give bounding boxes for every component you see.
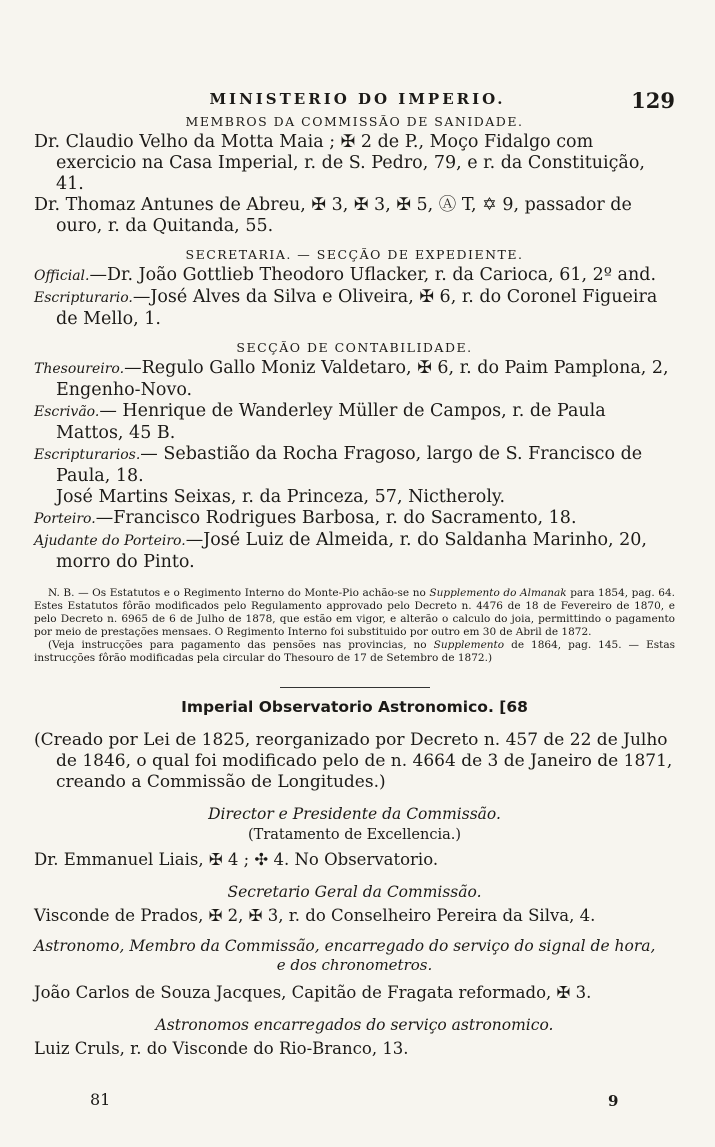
- observatorio-title: Imperial Observatorio Astronomico. [68: [181, 698, 528, 716]
- director-heading: Director e Presidente da Commissão.: [208, 805, 501, 823]
- section-title-sanidade: MEMBROS DA COMMISSÃO DE SANIDADE.: [185, 114, 524, 129]
- note-veja-rest: de 1864, pag. 145. — Estas instrucções fôrão modificadas pela circular do Thesouro de 17 de Setembro de 1872.): [34, 639, 675, 664]
- footer-mark: 9: [608, 1092, 619, 1110]
- note-veja: [34, 639, 675, 665]
- director-entry: Dr. Emmanuel Liais, ✠ 4 ; ✣ 4. No Observatorio.: [34, 850, 439, 869]
- section-title-expediente: SECRETARIA. — SECÇÃO DE EXPEDIENTE.: [185, 247, 524, 262]
- note-nb-text: N. B. — Os Estatutos e o Regimento Interno do Monte-Pio achão-se no: [48, 587, 426, 599]
- staff-entry: [34, 287, 675, 330]
- staff-text: José Martins Seixas, r. da Princeza, 57, Nictheroly.: [56, 487, 506, 507]
- running-head: MINISTERIO DO IMPERIO.: [209, 90, 506, 108]
- member-entry: Dr. Claudio Velho da Motta Maia ; ✠ 2 de P., Moço Fidalgo com exercicio na Casa Imperial, r. de S. Pedro, 79, e r. da Constituição, 41.: [34, 132, 645, 194]
- staff-entry: [34, 265, 675, 287]
- role-label: Escrivão.: [34, 404, 100, 420]
- note-nb: [34, 587, 675, 639]
- staff-text: —José Alves da Silva e Oliveira, ✠ 6, r. do Coronel Figueira de Mello, 1.: [56, 287, 658, 329]
- tratamento-note: (Tratamento de Excellencia.): [247, 827, 461, 843]
- section-divider: [280, 687, 430, 688]
- staff-text: —Francisco Rodrigues Barbosa, r. do Sacramento, 18.: [95, 508, 577, 528]
- staff-entry: [34, 358, 675, 401]
- footnote-block: [34, 587, 675, 665]
- signature-mark: 81: [90, 1090, 111, 1109]
- staff-text: —José Luiz de Almeida, r. do Saldanha Marinho, 20, morro do Pinto.: [56, 530, 647, 572]
- note-nb-italic: Supplemento do Almanak: [429, 587, 567, 599]
- secretario-heading: Secretario Geral da Commissão.: [227, 883, 482, 901]
- note-veja-text: (Veja instrucções para pagamento das pensões nas provincias, no: [48, 639, 427, 651]
- observatorio-intro: (Creado por Lei de 1825, reorganizado por Decreto n. 457 de 22 de Julho de 1846, o qual foi modificado pelo de n. 4664 de 3 de Janeiro de 1871, creando a Commissão de Longitudes.): [34, 730, 673, 792]
- role-label: Official.: [34, 268, 90, 284]
- role-label: Thesoureiro.: [34, 361, 125, 377]
- role-label: Escripturarios.: [34, 447, 141, 463]
- astronomo-entry: João Carlos de Souza Jacques, Capitão de Fragata reformado, ✠ 3.: [34, 983, 592, 1002]
- astronomos-heading: Astronomos encarregados do serviço astronomico.: [155, 1016, 554, 1034]
- staff-text: —Regulo Gallo Moniz Valdetaro, ✠ 6, r. do Paim Pamplona, 2, Engenho-Novo.: [56, 358, 669, 400]
- role-label: Porteiro.: [34, 511, 96, 527]
- staff-entry: [34, 530, 675, 573]
- astronomo-heading-cont: e dos chronometros.: [276, 956, 433, 974]
- staff-text: —Dr. João Gottlieb Theodoro Uflacker, r. da Carioca, 61, 2º and.: [89, 265, 657, 285]
- astronomos-entry: Luiz Cruls, r. do Visconde do Rio-Branco, 13.: [34, 1039, 409, 1058]
- staff-entry: [34, 401, 675, 444]
- role-label: Escripturario.: [34, 290, 133, 306]
- staff-text: — Sebastião da Rocha Fragoso, largo de S. Francisco de Paula, 18.: [56, 444, 643, 486]
- staff-entry: [34, 444, 675, 487]
- secretario-entry: Visconde de Prados, ✠ 2, ✠ 3, r. do Conselheiro Pereira da Silva, 4.: [34, 906, 596, 925]
- page-content: [34, 110, 675, 1060]
- staff-entry: [34, 508, 675, 530]
- section-title-contabilidade: SECÇÃO DE CONTABILIDADE.: [236, 340, 473, 355]
- page-number: 129: [631, 88, 675, 113]
- member-entry: Dr. Thomaz Antunes de Abreu, ✠ 3, ✠ 3, ✠ 5, Ⓐ T, ✡ 9, passador de ouro, r. da Quitanda, 55.: [34, 195, 632, 236]
- role-label: Ajudante do Porteiro.: [34, 533, 186, 549]
- astronomo-heading: Astronomo, Membro da Commissão, encarregado do serviço do signal de hora,: [34, 937, 656, 955]
- staff-entry: [34, 487, 675, 508]
- staff-text: — Henrique de Wanderley Müller de Campos, r. de Paula Mattos, 45 B.: [56, 401, 606, 443]
- note-veja-italic: Supplemento: [433, 639, 505, 651]
- note-nb-rest: para 1854, pag. 64. Estes Estatutos fôrão modificados pelo Regulamento approvado pelo Decreto n. 4476 de 18 de Fevereiro de 1870, e pelo Decreto n. 6965 de 6 de Julho de 1878, que estão em vigor, e alterão o calculo do joia, permittindo o pagamento por meio de prestações mensaes. O Regimento Interno foi substituido por outro em 30 de Abril de 1872.: [34, 587, 676, 638]
